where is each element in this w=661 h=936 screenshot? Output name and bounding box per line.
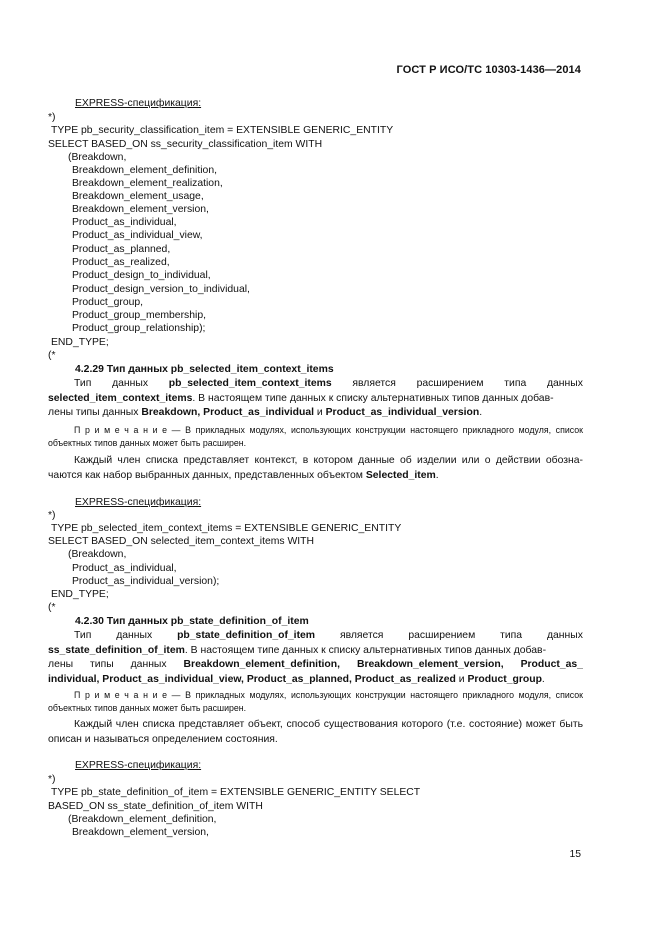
text-word: данных (546, 630, 583, 641)
entity-name: Selected_item (365, 469, 436, 481)
type-declaration: TYPE pb_state_definition_of_item = EXTENSIBLE GENERIC_ENTITY SELECT (51, 787, 421, 798)
text-run: Каждый член списка представляет объект, способ существования которого (т.е. состояние) может быть описан и называться определением состояния. (48, 719, 583, 745)
section-4-2-30-paragraph-2 (48, 718, 583, 747)
select-item: Breakdown_element_realization, (72, 178, 223, 189)
document-header: ГОСТ Р ИСО/ТС 10303-1436—2014 (396, 64, 581, 76)
text-word: типа (500, 630, 523, 641)
select-item: Product_group, (72, 297, 144, 308)
end-type-line: END_TYPE; (51, 337, 109, 348)
note-label: П р и м е ч а н и е (74, 425, 168, 435)
page-number: 15 (569, 849, 581, 860)
text-word: является (339, 630, 384, 641)
select-based-on-line: SELECT BASED_ON selected_item_context_items WITH (48, 536, 315, 547)
section-4-2-29-note (48, 424, 583, 449)
section-4-2-29-paragraph-1 (48, 377, 583, 421)
express-spec-label: EXPRESS-спецификация: (75, 497, 202, 508)
select-item: Product_design_to_individual, (72, 270, 211, 281)
section-heading-4-2-30: 4.2.30 Тип данных pb_state_definition_of_item (75, 616, 309, 627)
text-word: данных (112, 378, 149, 389)
text-run: и (314, 407, 326, 418)
select-item: Product_as_individual_version); (72, 576, 220, 587)
type-name: Product_group (467, 673, 542, 685)
express-spec-label: EXPRESS-спецификация: (75, 98, 202, 109)
select-item: Breakdown_element_version, (72, 204, 209, 215)
select-item: Product_as_individual_view, (72, 230, 203, 241)
select-item: Product_design_version_to_individual, (72, 284, 250, 295)
select-item: Product_as_individual, (72, 217, 177, 228)
select-item: Product_as_realized, (72, 257, 170, 268)
type-name: selected_item_context_items (48, 392, 193, 404)
select-item: Breakdown_element_usage, (72, 191, 204, 202)
comment-open-marker: (* (48, 602, 56, 613)
type-name: Breakdown_element_definition, (183, 659, 340, 670)
type-name: individual, Product_as_individual_view, Product_as_planned, Product_as_realized (48, 673, 456, 685)
select-item: Product_group_relationship); (72, 323, 206, 334)
comment-close-marker: *) (48, 510, 56, 521)
select-item: Breakdown_element_definition, (72, 165, 217, 176)
text-word: Тип (74, 630, 92, 641)
text-run: . (479, 407, 483, 418)
text-word: Тип (74, 378, 92, 389)
text-word: данных (130, 659, 167, 670)
select-item: (Breakdown_element_definition, (68, 814, 217, 825)
text-word: является (352, 378, 396, 389)
note-text: — В прикладных модулях, использующих конструкции настоящего прикладного модуля, список объектных типов данных может быть расширен. (48, 690, 583, 713)
note-label: П р и м е ч а н и е (74, 690, 168, 700)
select-item: Product_as_individual, (72, 563, 177, 574)
select-item: Breakdown_element_version, (72, 827, 209, 838)
type-declaration: TYPE pb_security_classification_item = EXTENSIBLE GENERIC_ENTITY (51, 125, 394, 136)
text-word: расширением (408, 630, 476, 641)
type-name: Product_as_individual_version (325, 407, 480, 418)
text-run: лены типы данных (48, 407, 142, 418)
express-spec-label: EXPRESS-спецификация: (75, 760, 202, 771)
text-run: . В настоящем типе данных к списку альтернативных типов данных добав- (192, 392, 554, 404)
text-run: . В настоящем типе данных к списку альтернативных типов данных добав- (184, 644, 547, 656)
section-4-2-30-paragraph-1 (48, 629, 583, 687)
text-run: и (455, 673, 468, 685)
select-based-on-line: BASED_ON ss_state_definition_of_item WITH (48, 801, 263, 812)
type-name: Product_as_ (520, 659, 583, 670)
text-word: данных (116, 630, 153, 641)
comment-close-marker: *) (48, 112, 56, 123)
select-item: (Breakdown, (68, 549, 127, 560)
text-run: Каждый член списка представляет контекст, в котором данные об изделии или о действии обозна-чаются как набор выбранных данных, представленных объектом (48, 455, 583, 481)
text-word: расширением (416, 378, 484, 389)
select-item: Product_as_planned, (72, 244, 171, 255)
select-based-on-line: SELECT BASED_ON ss_security_classification_item WITH (48, 139, 323, 150)
select-item: (Breakdown, (68, 152, 127, 163)
text-word: типа (504, 378, 527, 389)
type-name: pb_state_definition_of_item (177, 630, 316, 641)
type-name: ss_state_definition_of_item (48, 644, 185, 656)
end-type-line: END_TYPE; (51, 589, 109, 600)
type-name: Breakdown_element_version, (356, 659, 504, 670)
comment-open-marker: (* (48, 350, 56, 361)
text-run: . (541, 673, 545, 685)
comment-close-marker: *) (48, 774, 56, 785)
section-heading-4-2-29: 4.2.29 Тип данных pb_selected_item_context_items (75, 364, 334, 375)
section-4-2-29-paragraph-2 (48, 454, 583, 483)
section-4-2-30-note (48, 689, 583, 714)
type-name: Breakdown, Product_as_individual (141, 407, 315, 418)
text-word: типы (90, 659, 114, 670)
text-word: данных (546, 378, 583, 389)
select-item: Product_group_membership, (72, 310, 206, 321)
text-run: . (435, 469, 439, 481)
type-name: pb_selected_item_context_items (168, 378, 332, 389)
note-text: — В прикладных модулях, использующих конструкции настоящего прикладного модуля, список объектных типов данных может быть расширен. (48, 425, 583, 448)
type-declaration: TYPE pb_selected_item_context_items = EXTENSIBLE GENERIC_ENTITY (51, 523, 402, 534)
text-word: лены (48, 659, 74, 670)
